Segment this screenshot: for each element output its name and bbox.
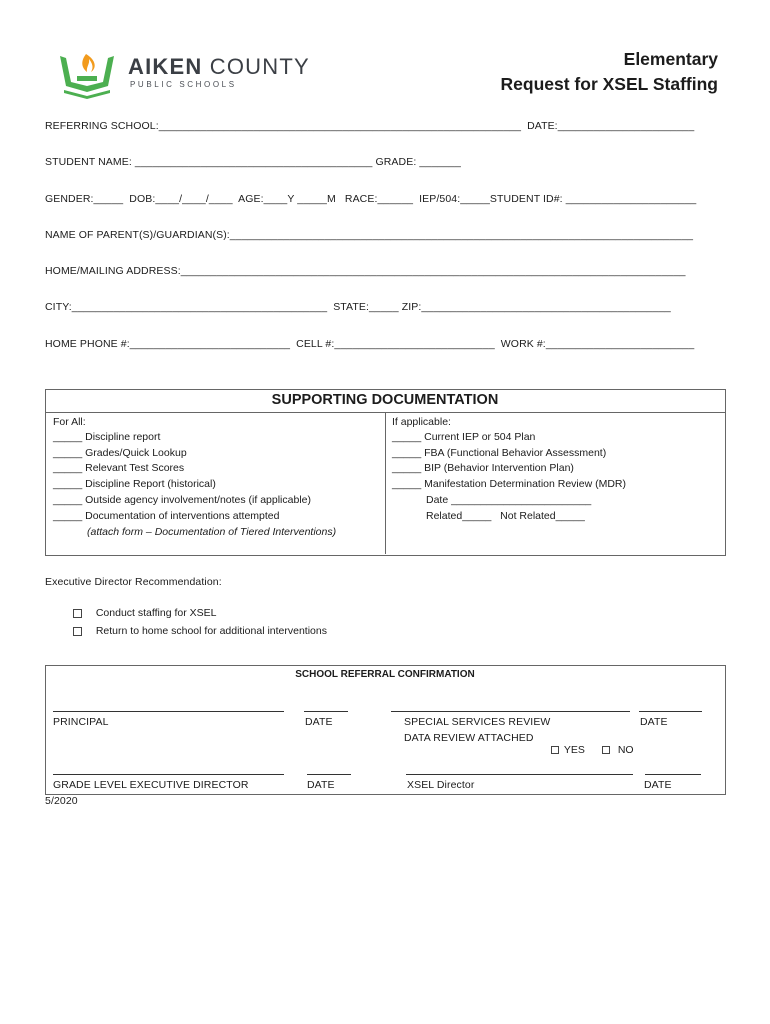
doc-item-discipline-report[interactable]: _____ Discipline report	[53, 431, 161, 443]
if-applicable-header: If applicable:	[392, 416, 451, 428]
referring-school-field[interactable]: REFERRING SCHOOL:_____________________________________________________________ DATE:_______________________	[45, 120, 695, 132]
special-services-date-line[interactable]	[639, 711, 702, 712]
referral-confirmation-box	[45, 665, 726, 795]
doc-item-fba[interactable]: _____ FBA (Functional Behavior Assessment)	[392, 447, 607, 459]
doc-item-outside-agency[interactable]: _____ Outside agency involvement/notes (if applicable)	[53, 494, 311, 506]
data-review-no[interactable]	[596, 732, 634, 756]
for-all-header: For All:	[53, 416, 86, 428]
yes-label: YES	[563, 744, 585, 756]
student-name-field[interactable]: STUDENT NAME: ________________________________________ GRADE: _______	[45, 156, 461, 168]
special-services-signature-line[interactable]	[391, 711, 630, 712]
doc-item-bip[interactable]: _____ BIP (Behavior Intervention Plan)	[392, 462, 574, 474]
address-field[interactable]: HOME/MAILING ADDRESS:_____________________________________________________________________________________	[45, 265, 686, 277]
option-conduct-staffing-label: Conduct staffing for XSEL	[95, 607, 217, 619]
referral-confirmation-title: SCHOOL REFERRAL CONFIRMATION	[295, 669, 475, 680]
director-signature-line[interactable]	[53, 774, 284, 775]
xsel-director-date-line[interactable]	[645, 774, 701, 775]
principal-date-label: DATE	[305, 716, 333, 728]
supporting-column-divider	[385, 412, 386, 554]
checkbox-yes[interactable]	[551, 746, 559, 754]
principal-date-line[interactable]	[304, 711, 348, 712]
attach-form-note: (attach form – Documentation of Tiered Interventions)	[87, 526, 337, 538]
grade-level-director-label: GRADE LEVEL EXECUTIVE DIRECTOR	[53, 779, 249, 791]
principal-label: PRINCIPAL	[53, 716, 109, 728]
form-title: Request for XSEL Staffing	[500, 74, 718, 94]
revision-date: 5/2020	[45, 795, 78, 807]
option-return-home-label: Return to home school for additional interventions	[95, 625, 327, 637]
no-label: NO	[617, 744, 634, 756]
data-review-yes[interactable]	[545, 732, 585, 756]
xsel-director-label: XSEL Director	[407, 779, 475, 791]
district-logo	[56, 50, 118, 100]
director-date-line[interactable]	[307, 774, 351, 775]
logo-subtitle: PUBLIC SCHOOLS	[130, 80, 237, 89]
doc-item-discipline-historical[interactable]: _____ Discipline Report (historical)	[53, 478, 216, 490]
director-date-label: DATE	[307, 779, 335, 791]
form-title-level: Elementary	[623, 49, 718, 69]
checkbox-return-home[interactable]	[73, 627, 82, 636]
recommendation-label: Executive Director Recommendation:	[45, 576, 222, 588]
checkbox-no[interactable]	[602, 746, 610, 754]
doc-item-mdr[interactable]: _____ Manifestation Determination Review (MDR)	[392, 478, 627, 490]
book-flame-icon	[56, 50, 118, 100]
logo-wordmark: AIKEN COUNTY	[128, 54, 310, 79]
mdr-date-field[interactable]: Date ________________________	[426, 494, 592, 506]
supporting-documentation-title: SUPPORTING DOCUMENTATION	[271, 392, 499, 408]
special-services-label: SPECIAL SERVICES REVIEW	[404, 716, 551, 728]
option-return-home[interactable]	[67, 613, 327, 637]
special-services-date-label: DATE	[640, 716, 668, 728]
city-state-zip-field[interactable]: CITY:___________________________________________ STATE:_____ ZIP:__________________________________________	[45, 301, 671, 313]
doc-item-iep[interactable]: _____ Current IEP or 504 Plan	[392, 431, 536, 443]
xsel-director-signature-line[interactable]	[406, 774, 633, 775]
xsel-director-date-label: DATE	[644, 779, 672, 791]
phone-field[interactable]: HOME PHONE #:___________________________ CELL #:___________________________ WORK #:_________________________	[45, 338, 695, 350]
demographics-field[interactable]: GENDER:_____ DOB:____/____/____ AGE:____Y _____M RACE:______ IEP/504:_____STUDENT ID#: ______________________	[45, 193, 697, 205]
data-review-label: DATA REVIEW ATTACHED	[404, 732, 534, 744]
doc-item-test-scores[interactable]: _____ Relevant Test Scores	[53, 462, 185, 474]
mdr-related-field[interactable]: Related_____ Not Related_____	[426, 510, 585, 522]
parent-name-field[interactable]: NAME OF PARENT(S)/GUARDIAN(S):______________________________________________________________________________	[45, 229, 694, 241]
doc-item-grades[interactable]: _____ Grades/Quick Lookup	[53, 447, 187, 459]
principal-signature-line[interactable]	[53, 711, 284, 712]
doc-item-interventions[interactable]: _____ Documentation of interventions attempted	[53, 510, 280, 522]
